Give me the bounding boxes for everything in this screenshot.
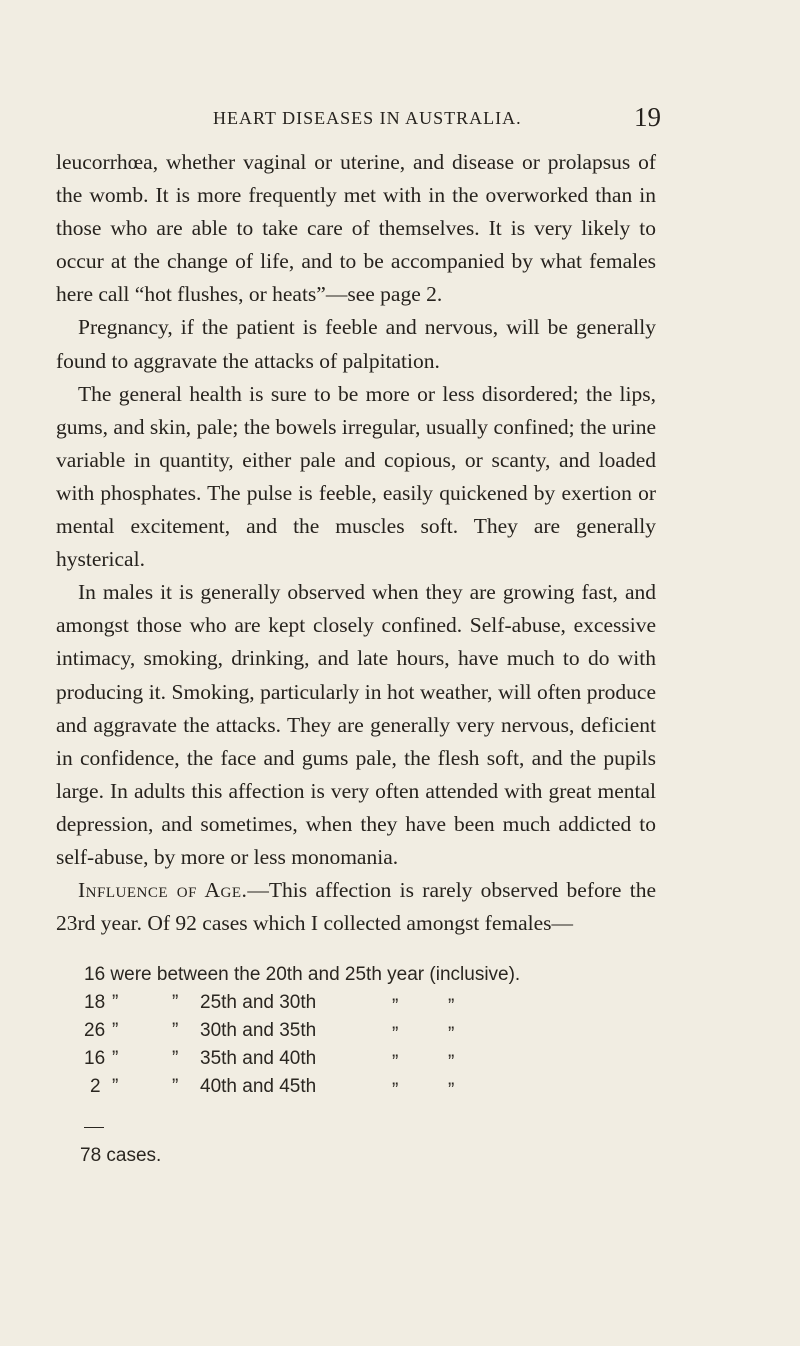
row-count: 18 <box>84 992 106 1013</box>
ditto-mark: ” <box>172 1020 179 1041</box>
paragraph-pregnancy: Pregnancy, if the patient is feeble and nervous, will be generally found to aggravate the attacks of palpitation. <box>56 315 656 373</box>
section-heading: Influence of Age. <box>78 878 248 903</box>
ditto-mark: ” <box>448 996 455 1017</box>
running-title: HEART DISEASES IN AUSTRALIA. <box>213 108 522 128</box>
ditto-mark: ” <box>112 1076 119 1097</box>
row-count: 16 <box>84 1048 106 1069</box>
body-text <box>56 146 656 940</box>
row-count: 2 <box>90 1076 101 1097</box>
ditto-mark: ” <box>172 992 179 1013</box>
ditto-mark: ” <box>392 1080 399 1101</box>
ditto-mark: ” <box>392 1052 399 1073</box>
row-range: 40th and 45th <box>200 1076 317 1097</box>
sum-rule <box>84 1127 104 1128</box>
paragraph-influence-of-age <box>56 874 656 940</box>
running-head <box>0 102 800 136</box>
row-range: 35th and 40th <box>200 1048 317 1069</box>
paragraph-general-health: The general health is sure to be more or less disordered; the lips, gums, and skin, pale; the bowels irregular, usually confined; the urine variable in quantity, either pale and copious, or scanty, and loaded with phosphates. The pulse is feeble, easily quickened by exertion or mental excitement, and the muscles soft. They are generally hysterical. <box>56 381 656 572</box>
ditto-mark: ” <box>392 1024 399 1045</box>
ditto-mark: ” <box>172 1076 179 1097</box>
ditto-mark: ” <box>448 1024 455 1045</box>
table-row <box>84 1076 644 1102</box>
ditto-mark: ” <box>112 992 119 1013</box>
paragraph-leucorrhoea: leucorrhœa, whether vaginal or uterine, and disease or prolapsus of the womb. It is more frequently met with in the overworked than in those who are able to take care of themselves. It is very likely to occur at the change of life, and to be accompanied by what females here call “hot flushes, or heats”—see page 2. <box>56 150 656 307</box>
ditto-mark: ” <box>172 1048 179 1069</box>
ditto-mark: ” <box>448 1080 455 1101</box>
ditto-mark: ” <box>392 996 399 1017</box>
table-first-line: 16 were between the 20th and 25th year (inclusive). <box>84 964 521 985</box>
ditto-mark: ” <box>448 1052 455 1073</box>
table-row <box>84 1020 644 1046</box>
row-range: 25th and 30th <box>200 992 317 1013</box>
row-count: 26 <box>84 1020 106 1041</box>
influence-text: —This affection is rarely observed before the 23rd year. Of 92 cases which I collected amongst females— <box>56 878 656 936</box>
paragraph-males: In males it is generally observed when they are growing fast, and amongst those who are kept closely confined. Self-abuse, excessive intimacy, smoking, drinking, and late hours, have much to do with producing it. Smoking, particularly in hot weather, will often produce and aggravate the attacks. They are generally very nervous, deficient in confidence, the face and gums pale, the flesh soft, and the pupils large. In adults this affection is very often attended with great mental depression, and sometimes, when they have been much addicted to self-abuse, by more or less monomania. <box>56 580 656 869</box>
table-total: 78 cases. <box>80 1145 162 1166</box>
table-row <box>84 1048 644 1074</box>
ditto-mark: ” <box>112 1020 119 1041</box>
ditto-mark: ” <box>112 1048 119 1069</box>
row-range: 30th and 35th <box>200 1020 317 1041</box>
table-row <box>84 992 644 1018</box>
page-number: 19 <box>634 102 661 132</box>
